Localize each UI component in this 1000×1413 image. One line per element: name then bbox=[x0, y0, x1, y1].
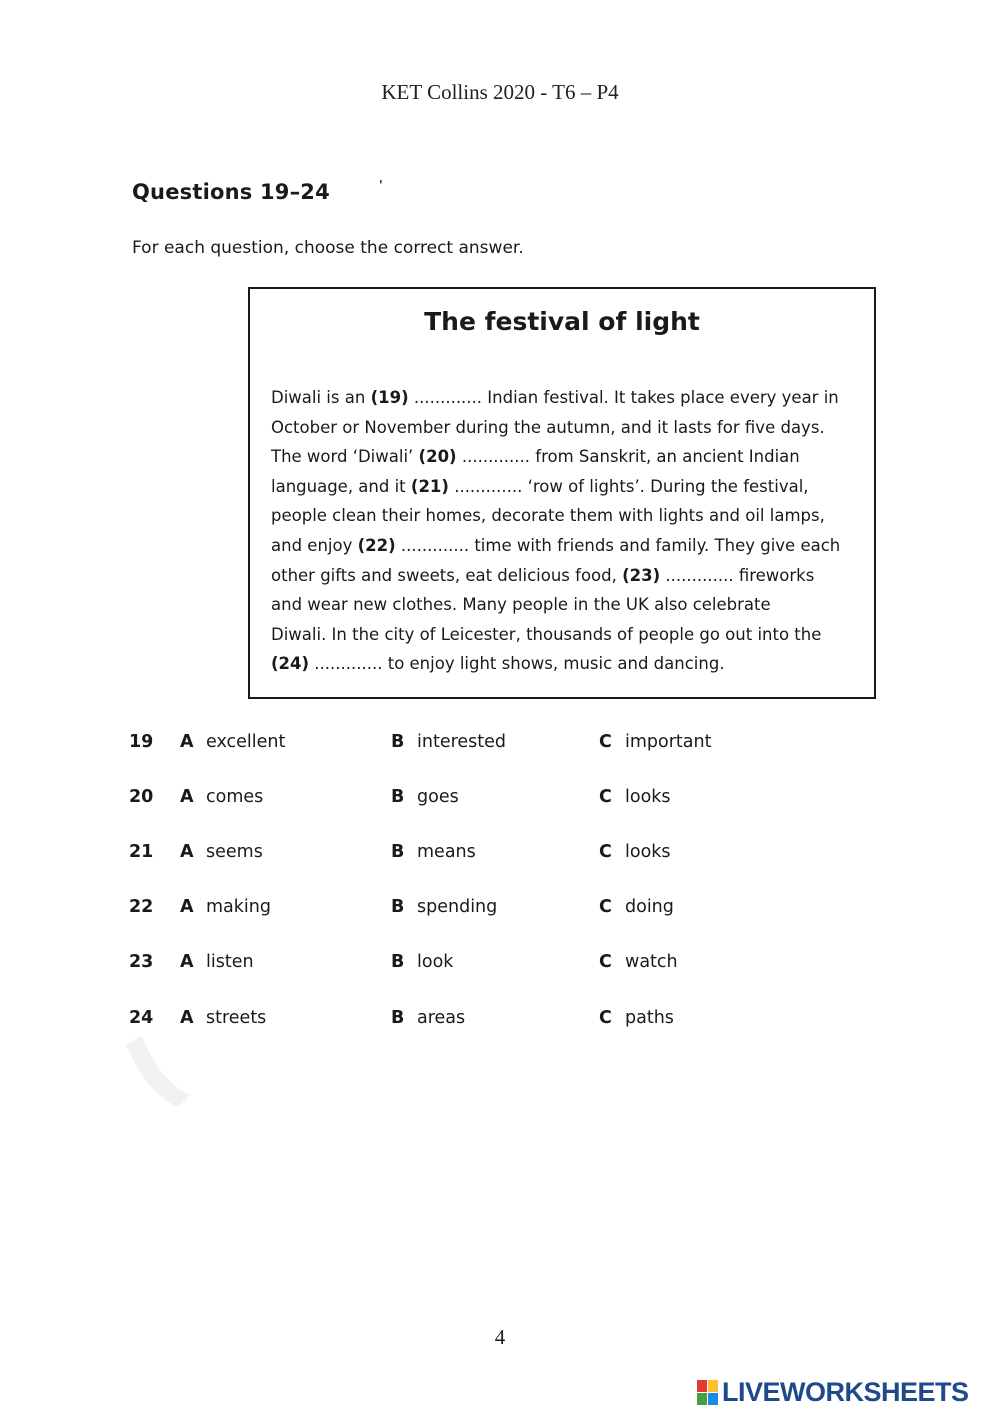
passage-segment: Diwali is an bbox=[271, 388, 371, 407]
option-c[interactable] bbox=[599, 842, 671, 862]
passage-segment: people clean their homes, decorate them with lights and oil lamps, bbox=[271, 506, 825, 526]
option-word: doing bbox=[625, 897, 674, 917]
passage-segment: ............. fireworks bbox=[660, 565, 815, 585]
question-row bbox=[0, 842, 1000, 872]
watermark-mark bbox=[118, 1025, 228, 1115]
option-letter: A bbox=[180, 897, 194, 917]
option-letter: C bbox=[599, 842, 612, 862]
option-letter: C bbox=[599, 952, 612, 972]
passage-segment: ............. Indian festival. It takes place every year in bbox=[408, 388, 839, 407]
option-b[interactable] bbox=[391, 952, 453, 972]
passage-segment: ............. to enjoy light shows, music and dancing. bbox=[309, 654, 725, 674]
passage-line bbox=[271, 501, 861, 531]
option-letter: B bbox=[391, 1008, 405, 1028]
option-b[interactable] bbox=[391, 1008, 465, 1028]
option-word: important bbox=[625, 732, 712, 752]
option-b[interactable] bbox=[391, 732, 506, 752]
passage-segment: and enjoy bbox=[271, 535, 358, 555]
liveworksheets-logo-icon bbox=[697, 1380, 719, 1406]
question-number: 22 bbox=[129, 897, 154, 917]
question-number: 21 bbox=[129, 842, 154, 862]
passage-line bbox=[271, 590, 861, 620]
question-number: 23 bbox=[129, 952, 154, 972]
brand-name: LIVEWORKSHEETS bbox=[722, 1377, 969, 1407]
option-a[interactable] bbox=[180, 787, 263, 807]
option-word: paths bbox=[625, 1008, 674, 1028]
option-word: excellent bbox=[206, 732, 286, 752]
option-a[interactable] bbox=[180, 732, 285, 752]
gap-number: (21) bbox=[410, 476, 449, 496]
option-letter: C bbox=[599, 732, 612, 752]
option-word: looks bbox=[625, 842, 671, 862]
option-letter: C bbox=[599, 1008, 612, 1028]
page-header: KET Collins 2020 - T6 – P4 bbox=[381, 80, 619, 104]
passage-line bbox=[271, 649, 861, 679]
option-word: watch bbox=[625, 952, 678, 972]
passage-segment: Diwali. In the city of Leicester, thousands of people go out into the bbox=[271, 624, 822, 644]
option-letter: C bbox=[599, 897, 612, 917]
option-letter: B bbox=[391, 952, 405, 972]
brand-logo[interactable] bbox=[697, 1377, 969, 1408]
option-letter: A bbox=[180, 842, 194, 862]
question-row bbox=[0, 787, 1000, 817]
passage-title: The festival of light bbox=[424, 307, 700, 336]
passage-segment: ............. from Sanskrit, an ancient Indian bbox=[456, 447, 800, 467]
option-word: streets bbox=[206, 1008, 267, 1028]
option-letter: C bbox=[599, 787, 612, 807]
passage-text bbox=[271, 383, 861, 679]
passage-line bbox=[271, 561, 861, 591]
passage-segment: ............. time with friends and family. They give each bbox=[395, 535, 841, 555]
option-word: looks bbox=[625, 787, 671, 807]
option-c[interactable] bbox=[599, 897, 674, 917]
option-b[interactable] bbox=[391, 842, 476, 862]
instruction-text: For each question, choose the correct answer. bbox=[132, 238, 524, 258]
option-b[interactable] bbox=[391, 897, 497, 917]
gap-number: (22) bbox=[357, 535, 396, 555]
passage-segment: other gifts and sweets, eat delicious food, bbox=[271, 565, 623, 585]
passage-line bbox=[271, 383, 861, 413]
option-letter: A bbox=[180, 1008, 194, 1028]
option-letter: A bbox=[180, 732, 194, 752]
passage-segment: The word ‘Diwali’ bbox=[271, 447, 419, 467]
option-word: comes bbox=[206, 787, 264, 807]
option-word: making bbox=[206, 897, 271, 917]
passage-segment: language, and it bbox=[271, 476, 411, 496]
option-letter: A bbox=[180, 787, 194, 807]
stray-mark: ' bbox=[379, 178, 383, 192]
option-word: areas bbox=[417, 1008, 466, 1028]
option-a[interactable] bbox=[180, 952, 254, 972]
passage-line bbox=[271, 442, 861, 472]
passage-line bbox=[271, 531, 861, 561]
option-c[interactable] bbox=[599, 787, 671, 807]
passage-box bbox=[248, 287, 876, 699]
option-word: look bbox=[417, 952, 454, 972]
passage-segment: and wear new clothes. Many people in the UK also celebrate bbox=[271, 595, 771, 615]
gap-number: (24) bbox=[271, 654, 310, 674]
option-letter: B bbox=[391, 842, 405, 862]
option-c[interactable] bbox=[599, 1008, 674, 1028]
option-letter: B bbox=[391, 897, 405, 917]
passage-segment: ............. ‘row of lights’. During the festival, bbox=[448, 476, 809, 496]
option-c[interactable] bbox=[599, 952, 678, 972]
option-word: means bbox=[417, 842, 476, 862]
gap-number: (20) bbox=[418, 447, 457, 467]
gap-number: (19) bbox=[370, 388, 409, 407]
passage-segment: October or November during the autumn, and it lasts for five days. bbox=[271, 417, 825, 437]
questions-title: Questions 19–24 bbox=[132, 180, 330, 204]
option-c[interactable] bbox=[599, 732, 711, 752]
passage-line bbox=[271, 472, 861, 502]
question-number: 19 bbox=[129, 732, 154, 752]
option-letter: B bbox=[391, 732, 405, 752]
question-number: 20 bbox=[129, 787, 154, 807]
option-letter: A bbox=[180, 952, 194, 972]
option-b[interactable] bbox=[391, 787, 459, 807]
option-word: interested bbox=[417, 732, 507, 752]
question-row bbox=[0, 732, 1000, 762]
question-row bbox=[0, 952, 1000, 982]
gap-number: (23) bbox=[622, 565, 661, 585]
page-number: 4 bbox=[494, 1325, 506, 1349]
option-a[interactable] bbox=[180, 897, 271, 917]
option-letter: B bbox=[391, 787, 405, 807]
option-a[interactable] bbox=[180, 842, 263, 862]
option-word: seems bbox=[206, 842, 263, 862]
option-word: goes bbox=[417, 787, 459, 807]
question-row bbox=[0, 897, 1000, 927]
passage-line bbox=[271, 620, 861, 650]
option-word: spending bbox=[417, 897, 498, 917]
question-number: 24 bbox=[129, 1008, 154, 1028]
option-word: listen bbox=[206, 952, 254, 972]
passage-line bbox=[271, 413, 861, 443]
